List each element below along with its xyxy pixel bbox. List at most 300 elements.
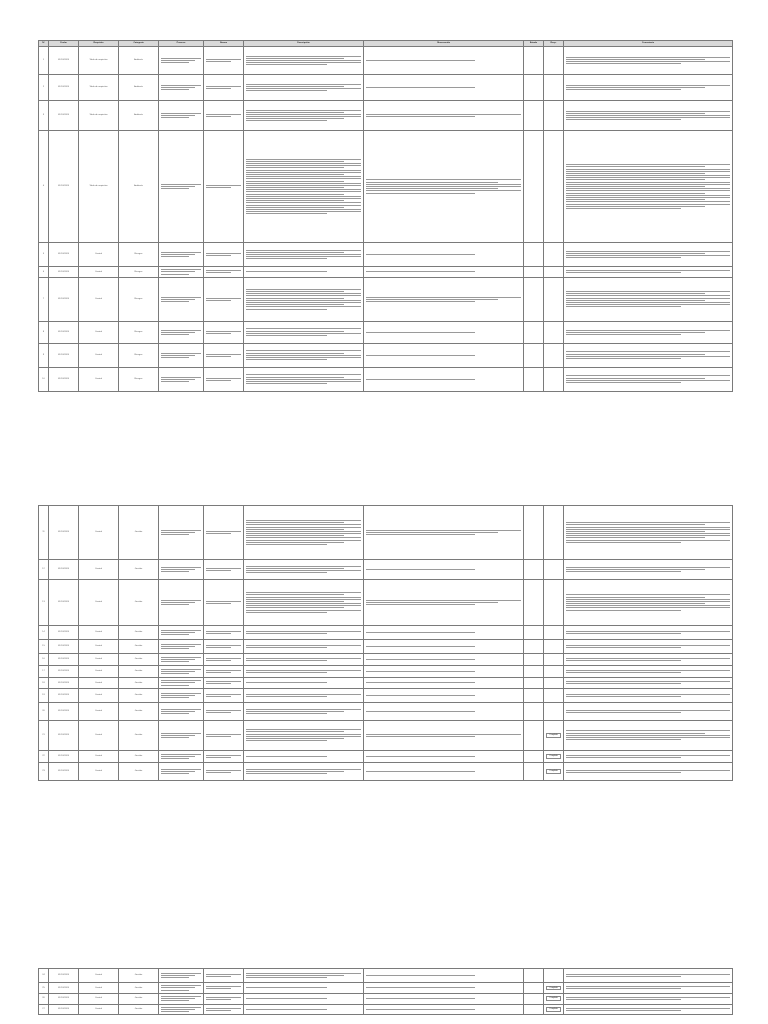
text-lines — [566, 291, 730, 307]
text-line — [566, 113, 705, 114]
text-line — [161, 737, 189, 738]
row-status — [524, 762, 544, 780]
text-lines — [246, 769, 361, 774]
text-lines — [566, 270, 730, 273]
text-line — [246, 740, 327, 741]
table-row — [39, 367, 733, 391]
row-comment — [564, 969, 733, 983]
row-comment — [564, 688, 733, 702]
row-observation — [364, 762, 524, 780]
text-lines — [566, 631, 730, 634]
status-badge: Cumplido — [546, 986, 560, 991]
text-line — [206, 298, 241, 299]
row-norm — [204, 654, 244, 666]
row-date-text: 01/10/2024 — [58, 769, 69, 772]
row-resp — [544, 678, 564, 689]
text-line — [246, 331, 344, 332]
text-line — [246, 271, 327, 272]
text-line — [246, 198, 361, 199]
text-line — [246, 610, 361, 611]
text-line — [246, 112, 344, 113]
text-line — [566, 164, 730, 165]
text-line — [206, 670, 241, 671]
col-desc: Descripción — [244, 41, 364, 47]
text-lines — [366, 60, 521, 61]
text-line — [366, 632, 475, 633]
text-line — [566, 166, 705, 167]
row-resp — [544, 993, 564, 1004]
text-line — [366, 1009, 475, 1010]
text-line — [246, 114, 361, 115]
text-line — [366, 711, 475, 712]
text-line — [566, 330, 730, 331]
text-line — [246, 185, 361, 186]
text-lines — [206, 378, 241, 381]
text-lines — [366, 271, 521, 272]
text-line — [161, 975, 195, 976]
text-line — [246, 176, 361, 177]
table-row — [39, 993, 733, 1004]
text-line — [161, 379, 195, 380]
row-status — [524, 666, 544, 678]
row-description — [244, 243, 364, 267]
text-lines — [246, 350, 361, 360]
row-category-text: Gestión — [134, 997, 143, 1000]
text-lines — [246, 729, 361, 741]
row-requirement-text: Tabla de requisitos — [89, 185, 108, 188]
row-date-text: 01/10/2024 — [58, 270, 69, 273]
row-category-text: Gestión — [134, 733, 143, 736]
text-line — [566, 599, 730, 600]
text-lines — [206, 86, 241, 89]
text-line — [206, 772, 231, 773]
row-norm — [204, 1004, 244, 1015]
row-date-text: 01/10/2024 — [58, 377, 69, 380]
row-category — [119, 131, 159, 243]
row-number — [39, 666, 49, 678]
row-process — [159, 1004, 204, 1015]
row-comment — [564, 243, 733, 267]
text-line — [246, 174, 344, 175]
text-lines — [161, 567, 201, 572]
text-line — [206, 633, 231, 634]
text-line — [161, 89, 189, 90]
text-lines — [366, 671, 521, 672]
row-resp — [544, 983, 564, 994]
row-resp — [544, 720, 564, 750]
text-lines — [206, 1008, 241, 1011]
text-lines — [566, 770, 730, 773]
text-line — [161, 602, 195, 603]
text-lines — [246, 1009, 361, 1010]
text-line — [566, 59, 705, 60]
text-line — [246, 987, 327, 988]
row-description — [244, 654, 364, 666]
row-number-text: 27 — [42, 1008, 45, 1011]
text-line — [161, 534, 189, 535]
text-line — [246, 773, 327, 774]
row-category — [119, 983, 159, 994]
row-requirement-text: Control — [94, 253, 103, 256]
text-line — [206, 757, 231, 758]
text-line — [566, 531, 705, 532]
row-date — [49, 277, 79, 321]
text-line — [206, 59, 241, 60]
row-number — [39, 131, 49, 243]
text-line — [246, 84, 361, 85]
text-line — [206, 660, 231, 661]
row-description — [244, 75, 364, 101]
row-comment — [564, 131, 733, 243]
text-line — [566, 601, 730, 602]
row-requirement-text: Control — [94, 986, 103, 989]
text-line — [246, 328, 361, 329]
text-lines — [206, 531, 241, 534]
row-description — [244, 367, 364, 391]
row-observation — [364, 560, 524, 580]
row-observation — [364, 654, 524, 666]
row-description — [244, 321, 364, 343]
row-number — [39, 640, 49, 654]
text-line — [206, 253, 241, 254]
row-number-text: 13 — [42, 601, 45, 604]
row-date-text: 01/10/2024 — [58, 986, 69, 989]
row-norm — [204, 243, 244, 267]
text-line — [566, 735, 730, 736]
row-norm — [204, 321, 244, 343]
text-line — [161, 334, 189, 335]
text-line — [161, 685, 189, 686]
table-row — [39, 626, 733, 640]
table-body-3 — [39, 969, 733, 1015]
text-lines — [566, 111, 730, 121]
text-line — [566, 670, 730, 671]
text-line — [246, 333, 361, 334]
table-row — [39, 243, 733, 267]
text-line — [566, 57, 730, 58]
row-observation — [364, 993, 524, 1004]
text-lines — [206, 694, 241, 697]
row-comment — [564, 580, 733, 626]
text-line — [161, 673, 189, 674]
row-requirement — [79, 321, 119, 343]
text-lines — [206, 354, 241, 357]
text-line — [161, 1009, 195, 1010]
row-requirement — [79, 678, 119, 689]
row-resp — [544, 969, 564, 983]
row-comment — [564, 75, 733, 101]
row-description — [244, 580, 364, 626]
text-line — [246, 568, 344, 569]
row-observation — [364, 580, 524, 626]
text-lines — [206, 568, 241, 571]
text-line — [206, 694, 241, 695]
row-observation — [364, 367, 524, 391]
text-line — [566, 986, 730, 987]
row-number-text: 19 — [42, 693, 45, 696]
table-row — [39, 983, 733, 994]
text-line — [161, 713, 189, 714]
text-line — [566, 293, 705, 294]
row-comment — [564, 277, 733, 321]
text-line — [566, 188, 730, 189]
row-description — [244, 267, 364, 278]
text-line — [246, 58, 344, 59]
text-line — [566, 186, 705, 187]
text-line — [246, 694, 361, 695]
col-date: Fecha — [49, 41, 79, 47]
text-line — [161, 648, 189, 649]
row-resp — [544, 688, 564, 702]
row-observation — [364, 101, 524, 131]
text-lines — [246, 645, 361, 648]
text-line — [246, 572, 327, 573]
table-row — [39, 321, 733, 343]
text-line — [566, 169, 730, 170]
row-requirement — [79, 101, 119, 131]
row-resp — [544, 75, 564, 101]
text-line — [366, 532, 498, 533]
row-process — [159, 678, 204, 689]
row-category — [119, 678, 159, 689]
table-row — [39, 688, 733, 702]
row-number-text: 18 — [42, 681, 45, 684]
text-line — [246, 607, 344, 608]
row-observation — [364, 702, 524, 720]
row-category — [119, 506, 159, 560]
text-line — [246, 374, 361, 375]
text-line — [366, 271, 475, 272]
row-date — [49, 367, 79, 391]
text-lines — [161, 985, 201, 990]
text-line — [161, 657, 201, 658]
text-line — [161, 271, 195, 272]
row-category — [119, 560, 159, 580]
text-lines — [246, 159, 361, 215]
text-line — [246, 167, 344, 168]
text-line — [366, 87, 475, 88]
text-line — [161, 117, 189, 118]
text-line — [366, 179, 521, 180]
row-date — [49, 993, 79, 1004]
row-date — [49, 762, 79, 780]
text-line — [161, 773, 189, 774]
text-line — [161, 661, 189, 662]
text-lines — [206, 670, 241, 673]
row-observation — [364, 640, 524, 654]
row-observation — [364, 688, 524, 702]
row-process — [159, 131, 204, 243]
row-norm — [204, 580, 244, 626]
text-line — [161, 377, 201, 378]
text-line — [246, 213, 327, 214]
row-category — [119, 969, 159, 983]
text-line — [246, 183, 361, 184]
text-line — [161, 604, 189, 605]
row-requirement — [79, 688, 119, 702]
text-line — [161, 85, 201, 86]
text-lines — [161, 252, 201, 257]
table-row — [39, 101, 733, 131]
row-process — [159, 321, 204, 343]
text-line — [161, 659, 195, 660]
text-line — [366, 604, 475, 605]
row-requirement — [79, 506, 119, 560]
text-lines — [206, 658, 241, 661]
row-resp — [544, 321, 564, 343]
text-line — [161, 1000, 189, 1001]
requirements-table-2 — [38, 505, 733, 781]
row-number — [39, 101, 49, 131]
row-resp — [544, 267, 564, 278]
row-category-text: Gestión — [134, 601, 143, 604]
text-line — [246, 682, 327, 683]
text-line — [246, 975, 344, 976]
row-category-text: Gestión — [134, 531, 143, 534]
row-status — [524, 640, 544, 654]
text-line — [161, 756, 195, 757]
text-line — [206, 712, 231, 713]
text-lines — [366, 87, 521, 88]
text-line — [161, 269, 201, 270]
text-lines — [566, 594, 730, 610]
text-lines — [246, 374, 361, 384]
row-requirement-text: Tabla de requisitos — [89, 59, 108, 62]
text-line — [161, 671, 195, 672]
table-body-1 — [39, 47, 733, 392]
row-category-text: Gestión — [134, 986, 143, 989]
text-line — [246, 381, 361, 382]
text-line — [566, 540, 730, 541]
row-status — [524, 321, 544, 343]
row-process — [159, 762, 204, 780]
text-lines — [246, 520, 361, 545]
text-line — [246, 729, 361, 730]
text-lines — [161, 530, 201, 535]
text-line — [366, 975, 475, 976]
text-line — [566, 182, 730, 183]
text-line — [566, 334, 681, 335]
text-line — [566, 111, 730, 112]
row-comment — [564, 983, 733, 994]
row-date — [49, 983, 79, 994]
text-lines — [566, 730, 730, 740]
row-date-text: 01/10/2024 — [58, 86, 69, 89]
text-line — [566, 672, 681, 673]
row-status — [524, 75, 544, 101]
text-lines — [246, 250, 361, 260]
row-category-text: Gestión — [134, 568, 143, 571]
text-line — [161, 1007, 201, 1008]
row-requirement-text: Control — [94, 670, 103, 673]
row-number-text: 25 — [42, 986, 45, 989]
row-category-text: Riesgos — [134, 270, 143, 273]
text-lines — [566, 974, 730, 977]
text-line — [566, 594, 730, 595]
row-number-text: 9 — [42, 353, 45, 356]
text-line — [366, 756, 475, 757]
text-line — [566, 542, 681, 543]
text-line — [366, 116, 475, 117]
text-lines — [366, 379, 521, 380]
text-line — [246, 633, 327, 634]
text-line — [246, 355, 361, 356]
text-line — [246, 110, 361, 111]
text-line — [566, 193, 705, 194]
text-line — [566, 89, 681, 90]
row-date — [49, 75, 79, 101]
text-line — [246, 211, 361, 212]
row-norm — [204, 750, 244, 762]
row-resp — [544, 343, 564, 367]
row-category-text: Gestión — [134, 645, 143, 648]
text-lines — [206, 681, 241, 684]
text-lines — [366, 711, 521, 712]
row-date-text: 01/10/2024 — [58, 114, 69, 117]
text-line — [566, 272, 681, 273]
row-requirement-text: Control — [94, 974, 103, 977]
text-line — [246, 601, 344, 602]
text-lines — [566, 330, 730, 335]
text-lines — [366, 975, 521, 976]
text-line — [566, 190, 730, 191]
text-line — [366, 332, 475, 333]
row-process — [159, 626, 204, 640]
text-line — [206, 531, 241, 532]
text-line — [206, 331, 241, 332]
text-line — [161, 771, 195, 772]
row-number-text: 6 — [42, 270, 45, 273]
row-resp — [544, 560, 564, 580]
text-line — [161, 87, 195, 88]
text-line — [366, 659, 475, 660]
row-requirement — [79, 75, 119, 101]
row-process — [159, 580, 204, 626]
requirements-table-1 — [38, 40, 733, 392]
text-line — [566, 204, 730, 205]
row-category — [119, 367, 159, 391]
table-row — [39, 762, 733, 780]
text-line — [161, 60, 195, 61]
text-line — [246, 350, 361, 351]
row-number — [39, 993, 49, 1004]
text-line — [566, 645, 730, 646]
text-line — [206, 255, 231, 256]
row-resp — [544, 626, 564, 640]
text-line — [246, 660, 327, 661]
col-obs: Observación — [364, 41, 524, 47]
text-line — [566, 527, 730, 528]
row-category-text: Gestión — [134, 769, 143, 772]
text-line — [566, 115, 730, 116]
text-line — [246, 592, 361, 593]
text-line — [246, 209, 361, 210]
row-number — [39, 750, 49, 762]
row-category-text: Gestión — [134, 693, 143, 696]
text-line — [566, 375, 730, 376]
text-line — [566, 382, 681, 383]
row-process — [159, 243, 204, 267]
text-line — [566, 380, 730, 381]
text-lines — [161, 85, 201, 90]
row-status — [524, 47, 544, 75]
row-category-text: Gestión — [134, 658, 143, 661]
row-category — [119, 267, 159, 278]
text-line — [246, 335, 327, 336]
text-line — [566, 177, 730, 178]
row-observation — [364, 277, 524, 321]
document-page-1 — [38, 40, 732, 392]
